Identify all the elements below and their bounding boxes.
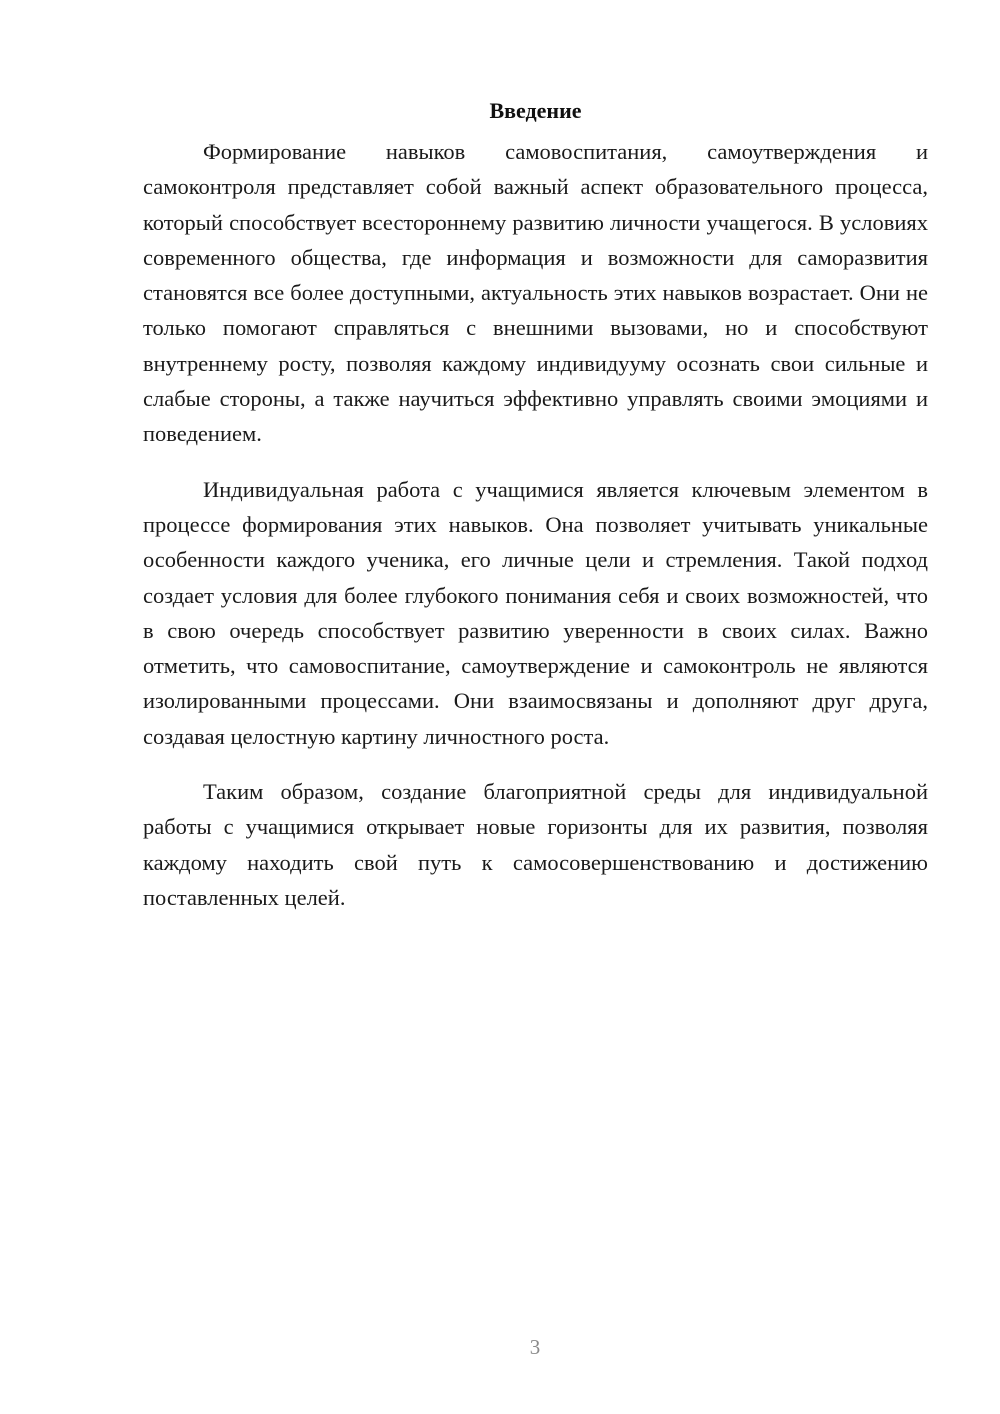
paragraph-2: Индивидуальная работа с учащимися является ключевым элементом в процессе формирования этих навыков. Она позволяет учитывать уникальные особенности каждого ученика, его личные цели и стремления. Такой подход создает условия для более глубокого понимания себя и своих возможностей, что в свою очередь способствует развитию уверенности в своих силах. Важно отметить, что самовоспитание, самоутверждение и самоконтроль не являются изолированными процессами. Они взаимосвязаны и дополняют друг друга, создавая целостную картину личностного роста. (143, 476, 928, 749)
section-title: Введение (489, 98, 582, 123)
page-number: 3 (529, 1335, 541, 1359)
paragraph-1: Формирование навыков самовоспитания, самоутверждения и самоконтроля представляет собой важный аспект образовательного процесса, который способствует всестороннему развитию личности учащегося. В условиях современного общества, где информация и возможности для саморазвития становятся все более доступными, актуальность этих навыков возрастает. Они не только помогают справляться с внешними вызовами, но и способствуют внутреннему росту, позволяя каждому индивидууму осознать свои сильные и слабые стороны, а также научиться эффективно управлять своими эмоциями и поведением. (143, 139, 928, 447)
page-content (143, 96, 928, 935)
paragraph-3: Таким образом, создание благоприятной среды для индивидуальной работы с учащимися открывает новые горизонты для их развития, позволяя каждому находить свой путь к самосовершенствованию и достижению поставленных целей. (143, 779, 928, 910)
